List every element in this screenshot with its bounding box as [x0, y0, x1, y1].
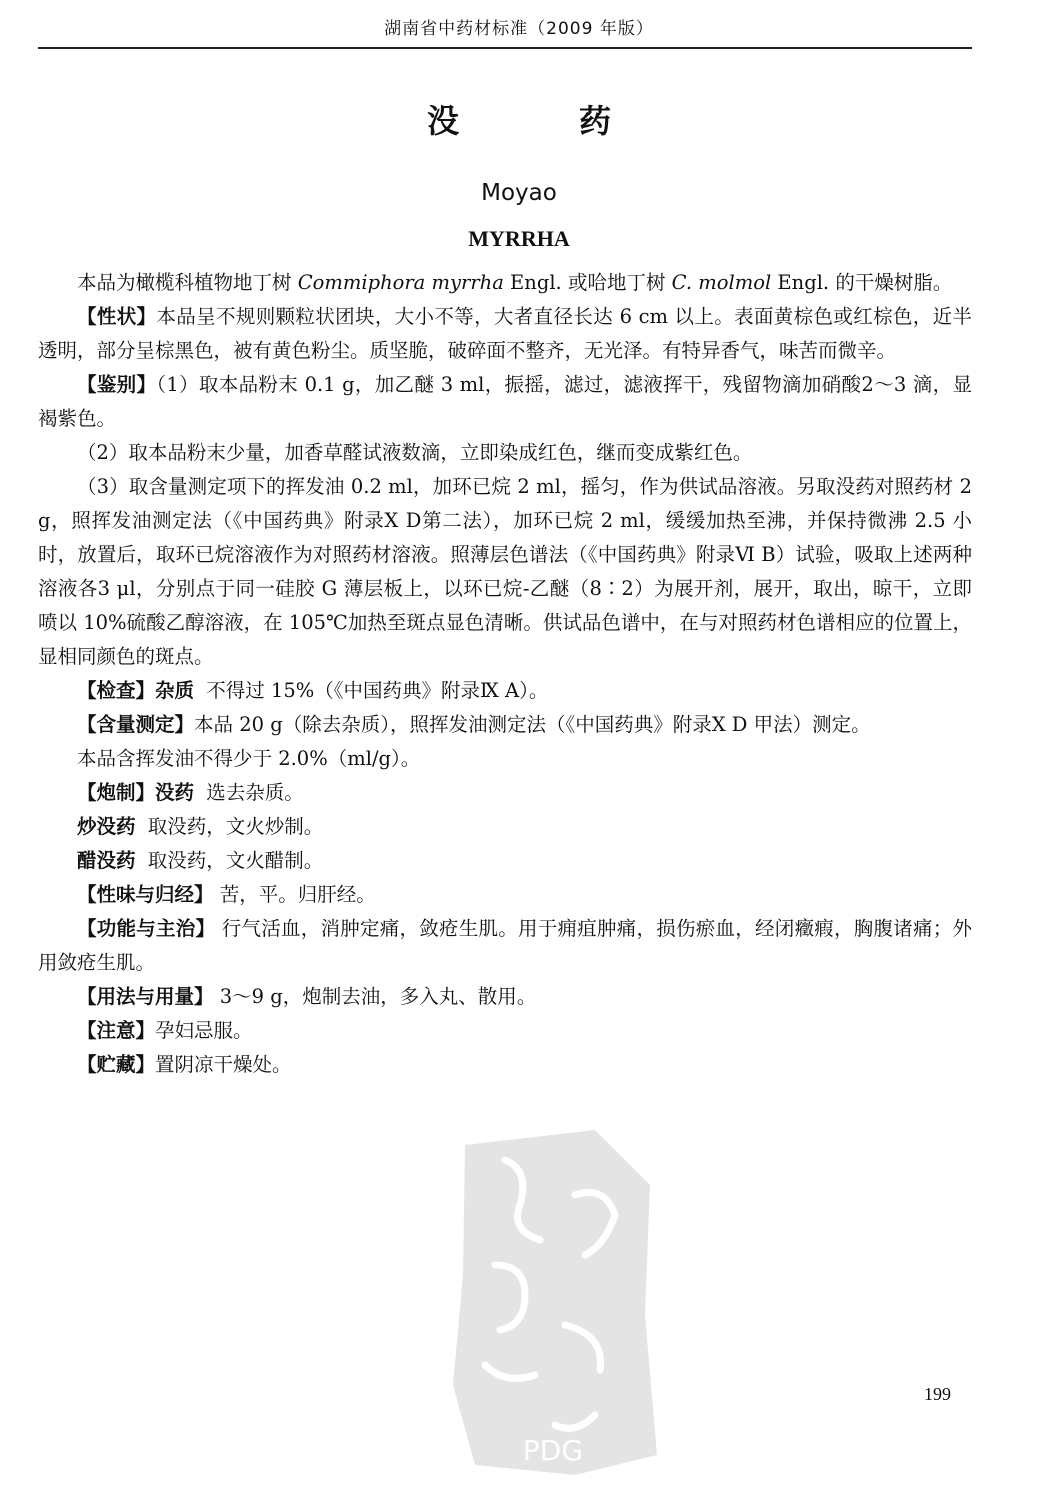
- assay-limit: 本品含挥发油不得少于 2.0%（ml/g）。: [77, 747, 421, 770]
- sub-label: 醋没药: [77, 849, 136, 872]
- section-label: 【功能与主治】: [77, 917, 216, 940]
- usage-section: [38, 980, 972, 1014]
- section-label: 【贮藏】: [77, 1053, 156, 1076]
- section-text: 行气活血，消肿定痛，敛疮生肌。用于痈疽肿痛，损伤瘀血，经闭癥瘕，胸腹诸痛；外用敛疮生肌。: [38, 917, 972, 974]
- function-section: [38, 912, 972, 980]
- watermark-text: PDG: [522, 1434, 584, 1467]
- intro-text: Engl. 的干燥树脂。: [771, 271, 953, 294]
- intro-text: 本品为橄榄科植物地丁树: [77, 271, 298, 294]
- section-text: 置阴凉干燥处。: [155, 1053, 292, 1076]
- assay-section: [38, 708, 972, 742]
- storage-section: [38, 1048, 972, 1082]
- section-label: 【性状】: [77, 305, 157, 328]
- processing-section: [38, 776, 972, 810]
- identification-item: （2）取本品粉末少量，加香草醛试液数滴，立即染成红色，继而变成紫红色。: [77, 441, 753, 464]
- monograph-title: 没 药: [426, 102, 655, 140]
- intro-text: Engl. 或哈地丁树: [503, 271, 672, 294]
- nature-section: [38, 878, 972, 912]
- sub-label: 没药: [155, 781, 195, 804]
- pdg-watermark-seal: [445, 1125, 660, 1480]
- identification-section: [38, 368, 972, 436]
- section-label: 【鉴别】: [77, 373, 157, 396]
- latin-name: MYRRHA: [468, 226, 570, 251]
- section-label: 【含量测定】: [77, 713, 195, 736]
- species-name: Commiphora myrrha: [297, 271, 504, 294]
- pinyin-name: Moyao: [481, 180, 557, 206]
- intro-paragraph: [38, 266, 972, 300]
- section-text: 本品呈不规则颗粒状团块，大小不等，大者直径长达 6 cm 以上。表面黄棕色或红棕色，近半透明，部分呈棕黑色，被有黄色粉尘。质坚脆，破碎面不整齐，无光泽。有特异香气，味苦而微辛。: [38, 305, 972, 362]
- processing-item: [38, 844, 972, 878]
- section-label: 【检查】: [77, 679, 156, 702]
- section-text: 不得过 15%（《中国药典》附录Ⅸ A）。: [206, 679, 549, 702]
- section-text: 取没药，文火炒制。: [147, 815, 324, 838]
- section-text: 孕妇忌服。: [155, 1019, 253, 1042]
- sub-label: 杂质: [155, 679, 195, 702]
- section-label: 【用法与用量】: [77, 985, 214, 1008]
- inspection-section: [38, 674, 972, 708]
- processing-item: [38, 810, 972, 844]
- section-text: 3～9 g，炮制去油，多入丸、散用。: [219, 985, 537, 1008]
- species-name: C. molmol: [671, 271, 772, 294]
- identification-item: （3）取含量测定项下的挥发油 0.2 ml，加环已烷 2 ml，摇匀，作为供试品溶液。另取没药对照药材 2 g，照挥发油测定法（《中国药典》附录Ⅹ D第二法），加环已烷 2 ml，缓缓加热至沸，并保持微沸 2.5 小时，放置后，取环已烷溶液作为对照药材溶液。照薄层色谱法（《中国药典》附录Ⅵ B）试验，吸取上述两种溶液各3 μl，分别点于同一硅胶 G 薄层板上，以环已烷-乙醚（8∶2）为展开剂，展开，取出，晾干，立即喷以 10%硫酸乙醇溶液，在 105℃加热至斑点显色清晰。供试品色谱中，在与对照药材色谱相应的位置上，显相同颜色的斑点。: [38, 475, 972, 668]
- section-text: 选去杂质。: [206, 781, 304, 804]
- section-text: （1）取本品粉末 0.1 g，加乙醚 3 ml，振摇，滤过，滤液挥干，残留物滴加硝酸2～3 滴，显褐紫色。: [38, 373, 972, 430]
- section-label: 【炮制】: [77, 781, 156, 804]
- section-label: 【注意】: [77, 1019, 156, 1042]
- section-text: 苦，平。归肝经。: [219, 883, 376, 906]
- caution-section: [38, 1014, 972, 1048]
- monograph-body: [38, 266, 972, 1082]
- sub-label: 炒没药: [77, 815, 136, 838]
- section-label: 【性味与归经】: [77, 883, 214, 906]
- running-header: 湖南省中药材标准（2009 年版）: [384, 19, 654, 39]
- description-section: [38, 300, 972, 368]
- page-number: 199: [924, 1384, 951, 1404]
- header-rule: [38, 47, 972, 49]
- section-text: 本品 20 g（除去杂质），照挥发油测定法（《中国药典》附录Ⅹ D 甲法）测定。: [194, 713, 871, 736]
- section-text: 取没药，文火醋制。: [147, 849, 324, 872]
